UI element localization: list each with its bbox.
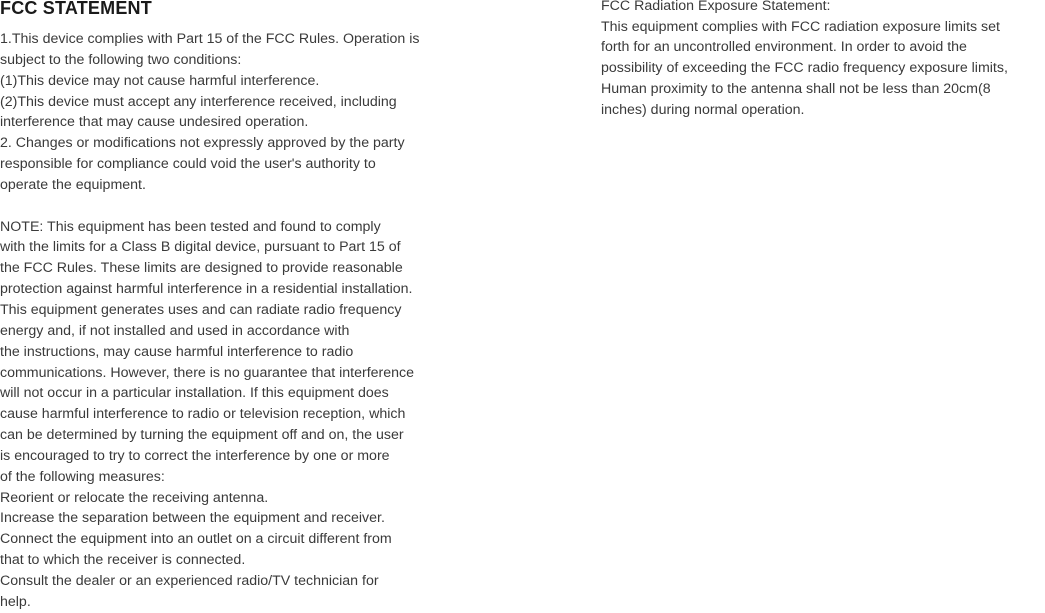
conditions-paragraph xyxy=(0,29,420,196)
text-line: that to which the receiver is connected. xyxy=(0,552,246,569)
text-line: interference that may cause undesired operation. xyxy=(0,114,309,131)
text-line: the FCC Rules. These limits are designed to provide reasonable xyxy=(0,260,403,277)
text-line: forth for an uncontrolled environment. In order to avoid the xyxy=(601,39,967,56)
spacer xyxy=(0,196,420,217)
text-line: the instructions, may cause harmful interference to radio xyxy=(0,343,354,360)
text-line: Human proximity to the antenna shall not be less than 20cm(8 xyxy=(601,80,991,97)
text-line: This equipment complies with FCC radiation exposure limits set xyxy=(601,18,1000,35)
text-line: (1)This device may not cause harmful interference. xyxy=(0,72,320,89)
text-line: communications. However, there is no guarantee that interference xyxy=(0,364,415,381)
text-line: Increase the separation between the equipment and receiver. xyxy=(0,510,385,527)
text-line: protection against harmful interference in a residential installation. xyxy=(0,281,413,298)
text-line: energy and, if not installed and used in accordance with xyxy=(0,322,350,339)
text-line: This equipment generates uses and can radiate radio frequency xyxy=(0,301,402,318)
text-line: with the limits for a Class B digital device, pursuant to Part 15 of xyxy=(0,239,401,256)
text-line: NOTE: This equipment has been tested and found to comply xyxy=(0,218,381,235)
page-title: FCC STATEMENT xyxy=(0,0,152,18)
text-line: can be determined by turning the equipment off and on, the user xyxy=(0,427,404,444)
radiation-exposure-column xyxy=(601,0,1008,120)
text-line: 2. Changes or modifications not expressly approved by the party xyxy=(0,135,405,152)
note-paragraph xyxy=(0,217,420,613)
text-line: subject to the following two conditions: xyxy=(0,51,242,68)
text-line: Reorient or relocate the receiving antenna. xyxy=(0,489,269,506)
text-line: of the following measures: xyxy=(0,468,165,485)
text-line: FCC Radiation Exposure Statement: xyxy=(601,0,831,14)
text-line: cause harmful interference to radio or television reception, which xyxy=(0,406,406,423)
text-line: Consult the dealer or an experienced radio/TV technician for xyxy=(0,572,379,589)
text-line: (2)This device must accept any interference received, including xyxy=(0,93,397,110)
text-line: Connect the equipment into an outlet on a circuit different from xyxy=(0,531,392,548)
text-line: possibility of exceeding the FCC radio frequency exposure limits, xyxy=(601,60,1008,77)
text-line: will not occur in a particular installation. If this equipment does xyxy=(0,385,389,402)
text-line: 1.This device complies with Part 15 of the FCC Rules. Operation is xyxy=(0,31,420,47)
text-line: is encouraged to try to correct the interference by one or more xyxy=(0,447,390,464)
text-line: help. xyxy=(0,593,31,610)
fcc-statement-column xyxy=(0,29,420,613)
text-line: inches) during normal operation. xyxy=(601,101,805,118)
text-line: responsible for compliance could void the user's authority to xyxy=(0,156,376,173)
text-line: operate the equipment. xyxy=(0,176,146,193)
